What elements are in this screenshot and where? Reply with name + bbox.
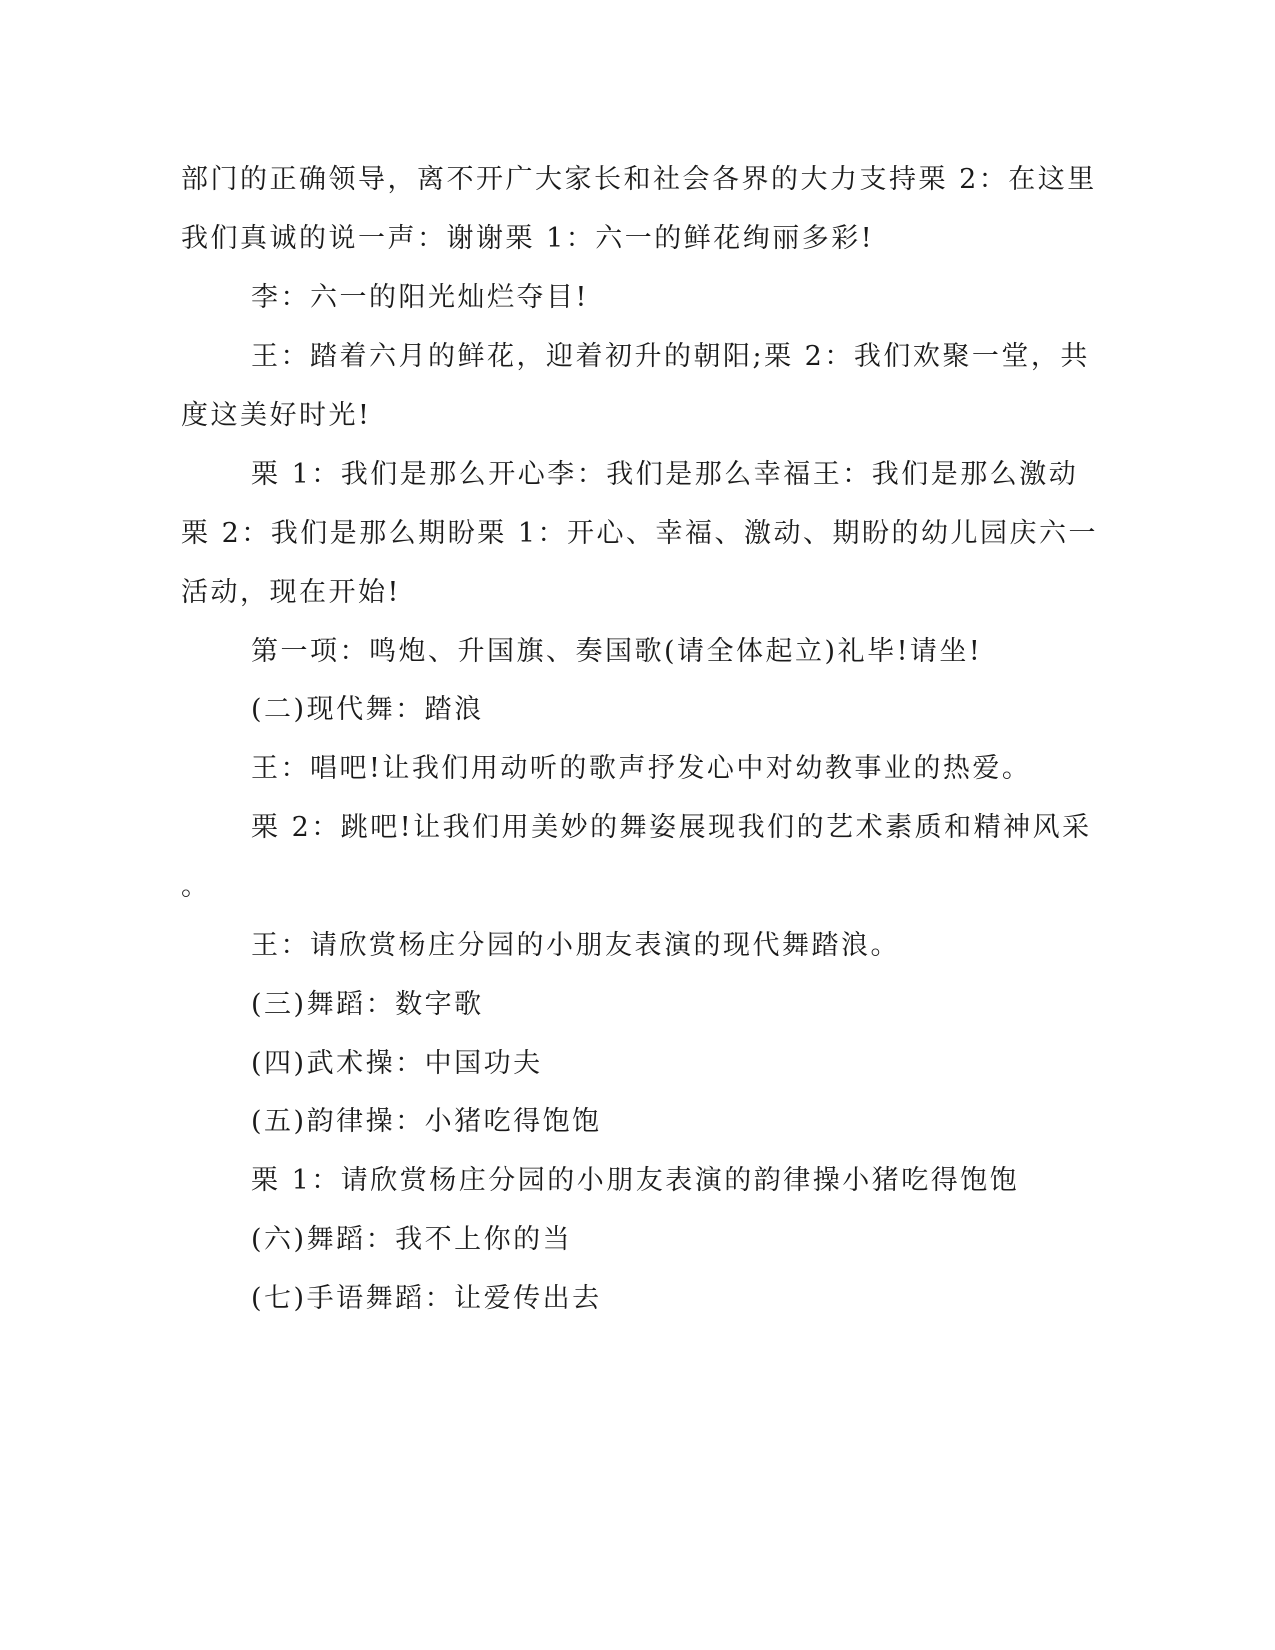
text-line: 第一项：鸣炮、升国旗、奏国歌(请全体起立)礼毕!请坐!: [251, 636, 983, 667]
text-line: 王：唱吧!让我们用动听的歌声抒发心中对幼教事业的热爱。: [251, 753, 1032, 784]
text-line: 栗 2：我们是那么期盼栗 1：开心、幸福、激动、期盼的幼儿园庆六一: [181, 518, 1099, 549]
text-line: 我们真诚的说一声：谢谢栗 1：六一的鲜花绚丽多彩!: [181, 223, 875, 254]
text-line: (二)现代舞：踏浪: [251, 694, 484, 725]
text-line: 王：踏着六月的鲜花，迎着初升的朝阳;栗 2：我们欢聚一堂，共: [251, 341, 1090, 372]
text-line: 活动，现在开始!: [181, 577, 401, 608]
text-line: (五)韵律操：小猪吃得饱饱: [251, 1106, 602, 1137]
text-line: (六)舞蹈：我不上你的当: [251, 1224, 573, 1255]
text-line: 李：六一的阳光灿烂夺目!: [251, 282, 589, 313]
text-line: 部门的正确领导，离不开广大家长和社会各界的大力支持栗 2：在这里: [181, 164, 1097, 195]
text-line: 栗 1：我们是那么开心李：我们是那么幸福王：我们是那么激动: [251, 459, 1079, 490]
text-line: (四)武术操：中国功夫: [251, 1048, 543, 1079]
text-line: 。: [181, 871, 211, 902]
text-line: (七)手语舞蹈：让爱传出去: [251, 1283, 602, 1314]
text-line: 栗 1：请欣赏杨庄分园的小朋友表演的韵律操小猪吃得饱饱: [251, 1165, 1020, 1196]
text-line: 王：请欣赏杨庄分园的小朋友表演的现代舞踏浪。: [251, 930, 900, 961]
text-line: 栗 2：跳吧!让我们用美妙的舞姿展现我们的艺术素质和精神风采: [251, 812, 1092, 843]
text-line: 度这美好时光!: [181, 400, 372, 431]
text-line: (三)舞蹈：数字歌: [251, 989, 484, 1020]
